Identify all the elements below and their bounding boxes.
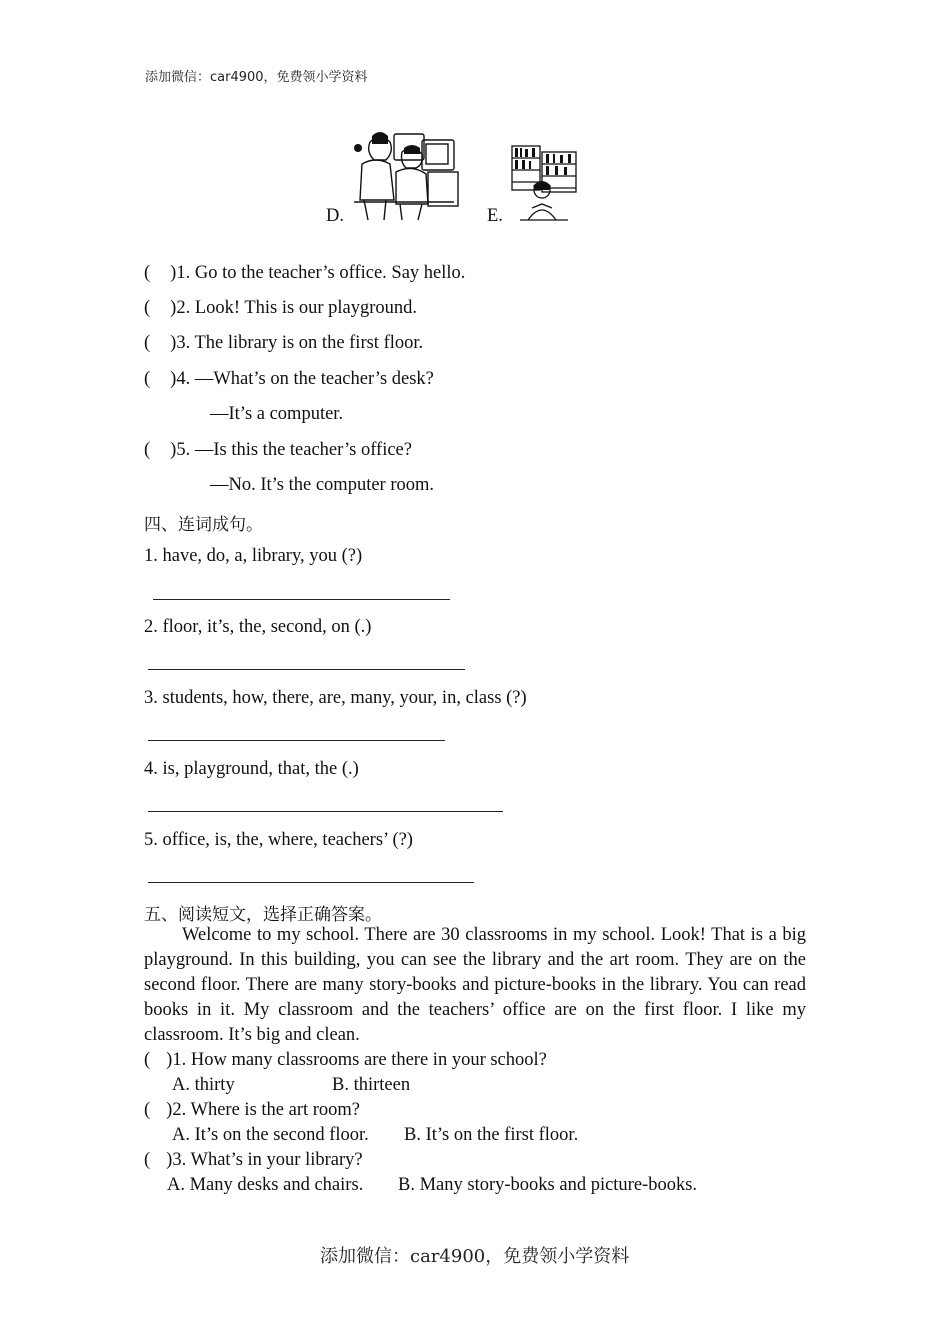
bracket-close: )	[170, 440, 177, 460]
item-text: 2. Look! This is our playground.	[176, 298, 417, 318]
question-text: 1. How many classrooms are there in your school?	[172, 1050, 547, 1070]
matching-item	[144, 332, 423, 354]
option-a: A. Many desks and chairs.	[167, 1175, 364, 1195]
bracket-open: (	[144, 298, 151, 318]
option-b: B. It’s on the first floor.	[404, 1125, 579, 1145]
answer-line[interactable]	[148, 882, 474, 883]
matching-item	[144, 439, 412, 461]
reading-question	[144, 1049, 547, 1071]
option-a: A. thirty	[172, 1075, 235, 1095]
question-text: 3. What’s in your library?	[172, 1150, 363, 1170]
bracket-open: (	[144, 1150, 151, 1170]
passage-text: Welcome to my school. There are 30 classrooms in my school. Look! That is a big playground. In this building, you can see the library and the art room. They are on the second floor. There are many story-books and picture-books in the library. You can read books in it. My classroom and the teachers’ office are on the first floor. I like my classroom. It’s big and clean.	[144, 925, 806, 1045]
item-text: 3. The library is on the first floor.	[176, 333, 424, 353]
word-order-item: 5. office, is, the, where, teachers’ (?)	[144, 830, 413, 850]
reading-passage	[144, 923, 806, 1048]
bracket-close: )	[166, 1150, 173, 1170]
bracket-open: (	[144, 440, 151, 460]
bracket-open: (	[144, 369, 151, 389]
answer-line[interactable]	[148, 811, 503, 812]
item-reply: —No. It’s the computer room.	[210, 475, 435, 495]
answer-line[interactable]	[148, 740, 445, 741]
students-at-computers-icon	[350, 128, 462, 222]
reading-question	[144, 1149, 363, 1171]
matching-item	[144, 262, 465, 284]
item-text: 1. Go to the teacher’s office. Say hello.	[176, 263, 466, 283]
bracket-close: )	[166, 1050, 173, 1070]
bracket-open: (	[144, 1100, 151, 1120]
answer-line[interactable]	[153, 599, 450, 600]
option-b: B. Many story-books and picture-books.	[398, 1175, 698, 1195]
section-5-title: 五、阅读短文，选择正确答案。	[144, 905, 382, 925]
bracket-close: )	[170, 333, 177, 353]
option-a: A. It’s on the second floor.	[172, 1125, 369, 1145]
matching-item	[144, 368, 434, 390]
girl-reading-by-bookshelves-icon	[508, 142, 580, 222]
answer-line[interactable]	[148, 669, 465, 670]
header-note: 添加微信：car4900，免费领小学资料	[145, 70, 368, 85]
image-label-d: D.	[326, 206, 344, 226]
section-4-title: 四、连词成句。	[144, 515, 263, 535]
item-reply: —It’s a computer.	[210, 404, 344, 424]
reading-question	[144, 1099, 360, 1121]
matching-item	[144, 297, 417, 319]
bracket-close: )	[166, 1100, 173, 1120]
bracket-close: )	[170, 263, 177, 283]
option-b: B. thirteen	[332, 1075, 411, 1095]
word-order-item: 2. floor, it’s, the, second, on (.)	[144, 617, 372, 637]
word-order-item: 1. have, do, a, library, you (?)	[144, 546, 363, 566]
bracket-close: )	[170, 369, 177, 389]
bracket-open: (	[144, 263, 151, 283]
item-text: 5. —Is this the teacher’s office?	[176, 440, 412, 460]
word-order-item: 3. students, how, there, are, many, your, in, class (?)	[144, 688, 527, 708]
word-order-item: 4. is, playground, that, the (.)	[144, 759, 359, 779]
bracket-open: (	[144, 1050, 151, 1070]
question-text: 2. Where is the art room?	[172, 1100, 361, 1120]
image-label-e: E.	[487, 206, 503, 226]
footer-note: 添加微信：car4900，免费领小学资料	[320, 1246, 630, 1267]
bracket-close: )	[170, 298, 177, 318]
bracket-open: (	[144, 333, 151, 353]
item-text: 4. —What’s on the teacher’s desk?	[176, 369, 434, 389]
